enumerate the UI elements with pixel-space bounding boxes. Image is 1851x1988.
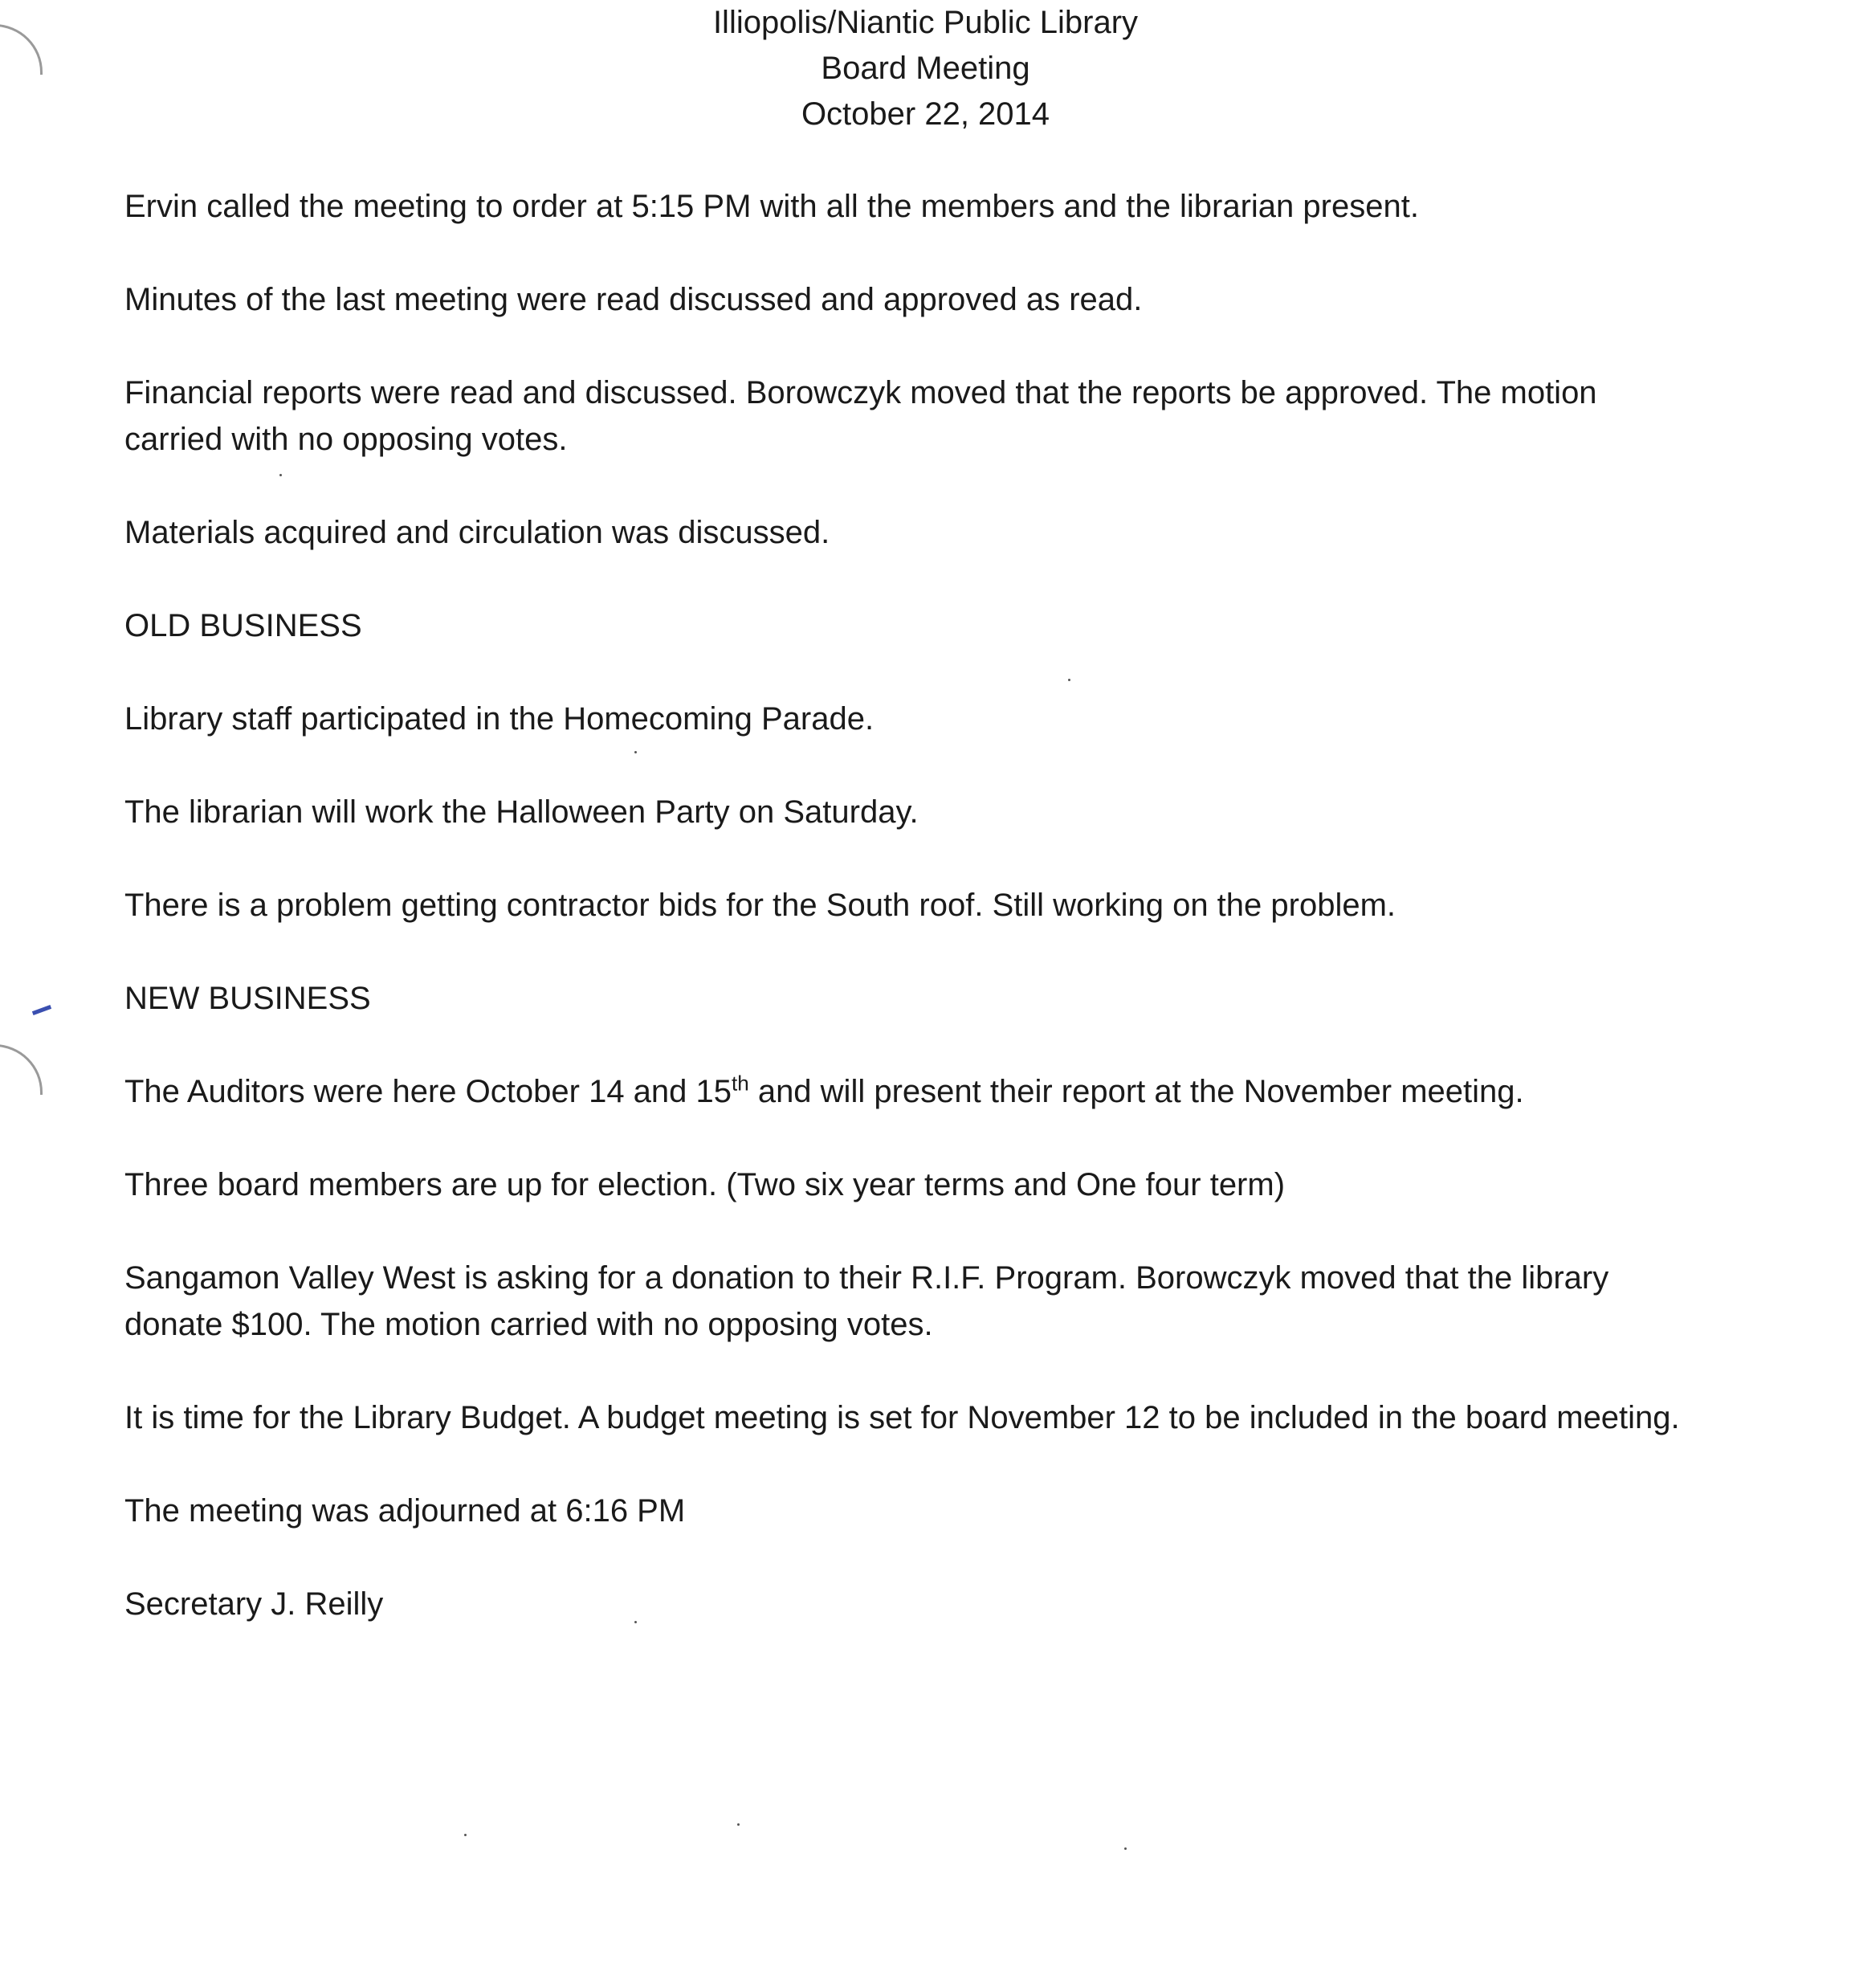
minutes-body [124,183,1731,1674]
scan-speck [737,1823,740,1826]
document-header [0,0,1851,137]
financial-reports-paragraph: Financial reports were read and discussed. Borowczyk moved that the reports be approved. The motion carried with no opposing votes. [124,375,1597,457]
call-to-order-paragraph: Ervin called the meeting to order at 5:15 PM with all the members and the librarian present. [124,189,1419,224]
roof-paragraph: There is a problem getting contractor bids for the South roof. Still working on the problem. [124,888,1396,923]
secretary-signature: Secretary J. Reilly [124,1586,384,1622]
donation-paragraph: Sangamon Valley West is asking for a donation to their R.I.F. Program. Borowczyk moved that the library donate $100. The motion carried with no opposing votes. [124,1260,1609,1342]
scan-speck [464,1834,467,1836]
adjournment-paragraph: The meeting was adjourned at 6:16 PM [124,1493,686,1529]
minutes-approval-paragraph: Minutes of the last meeting were read discussed and approved as read. [124,282,1143,317]
scan-speck [1124,1847,1127,1850]
auditors-text-start: The Auditors were here October 14 and 15 [124,1074,732,1109]
budget-paragraph: It is time for the Library Budget. A budget meeting is set for November 12 to be included in the board meeting. [124,1400,1680,1435]
auditors-paragraph [124,1068,1731,1115]
auditors-text-end: and will present their report at the November meeting. [748,1074,1524,1109]
homecoming-paragraph: Library staff participated in the Homecoming Parade. [124,701,875,737]
meeting-type: Board Meeting [821,51,1030,86]
meeting-date: October 22, 2014 [801,96,1050,132]
halloween-paragraph: The librarian will work the Halloween Party on Saturday. [124,794,919,830]
library-name: Illiopolis/Niantic Public Library [712,5,1139,40]
binder-hole-mark-middle [0,1044,43,1095]
auditors-superscript: th [732,1071,749,1096]
pen-mark [32,1005,51,1015]
old-business-heading: OLD BUSINESS [124,608,362,643]
election-paragraph: Three board members are up for election. (Two six year terms and One four term) [124,1167,1286,1202]
materials-paragraph: Materials acquired and circulation was discussed. [124,515,830,550]
new-business-heading: NEW BUSINESS [124,981,371,1016]
